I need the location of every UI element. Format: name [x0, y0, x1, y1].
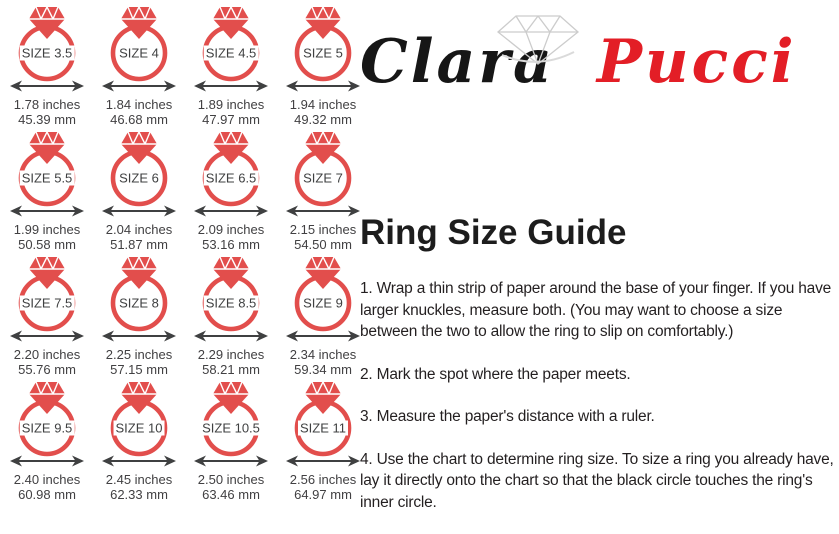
ring-size-cell	[186, 252, 276, 377]
ring-size-cell	[278, 377, 368, 502]
ring-size-cell	[2, 127, 92, 252]
ring-measurements	[290, 347, 357, 377]
ring-size-cell	[186, 377, 276, 502]
ring-size-label: SIZE 11	[299, 420, 347, 436]
instruction-step: 2. Mark the spot where the paper meets.	[360, 365, 631, 383]
ring-with-diamond-icon	[194, 256, 268, 332]
ring-diagram	[10, 131, 84, 207]
ring-with-diamond-icon	[194, 381, 268, 457]
ring-diameter-inches: 2.40 inches	[13, 472, 81, 487]
instruction-step: 1. Wrap a thin strip of paper around the base of your finger. If you have larger knuckles, measure both. (You may want to choose a size between the two to allow the ring to slip on comfortably.)	[360, 280, 832, 340]
ring-size-label: SIZE 4	[119, 45, 159, 61]
ring-diameter-mm: 60.98 mm	[18, 487, 76, 502]
ring-diagram	[194, 6, 268, 82]
ring-diameter-mm: 57.15 mm	[110, 362, 168, 377]
ring-measurements	[106, 222, 173, 252]
ring-diameter-inches: 1.78 inches	[13, 97, 81, 112]
ring-measurements	[290, 472, 357, 502]
ring-diameter-inches: 2.34 inches	[289, 347, 357, 362]
ring-diagram	[102, 131, 176, 207]
ring-with-diamond-icon	[102, 381, 176, 457]
ring-measurements	[106, 472, 173, 502]
ring-size-cell	[186, 127, 276, 252]
page-title: Ring Size Guide	[360, 213, 627, 252]
ring-size-cell	[94, 377, 184, 502]
ring-diameter-mm: 46.68 mm	[110, 112, 168, 127]
ring-diameter-mm: 62.33 mm	[110, 487, 168, 502]
ring-with-diamond-icon	[286, 381, 360, 457]
ring-size-label: SIZE 5	[303, 45, 343, 61]
ring-diagram	[102, 381, 176, 457]
ring-size-label: SIZE 7.5	[21, 295, 73, 311]
brand-name-second: Pucci	[596, 27, 797, 97]
ring-size-cell	[186, 2, 276, 127]
ring-diagram	[286, 131, 360, 207]
ring-diameter-inches: 1.94 inches	[289, 97, 357, 112]
ring-diameter-mm: 45.39 mm	[18, 112, 76, 127]
ring-with-diamond-icon	[286, 256, 360, 332]
ring-measurements	[198, 472, 265, 502]
ring-with-diamond-icon	[10, 381, 84, 457]
ring-with-diamond-icon	[286, 131, 360, 207]
ring-size-cell	[278, 127, 368, 252]
ring-diagram	[10, 381, 84, 457]
ring-size-cell	[2, 377, 92, 502]
ring-diameter-mm: 51.87 mm	[110, 237, 168, 252]
ring-measurements	[14, 222, 81, 252]
ring-with-diamond-icon	[10, 131, 84, 207]
ring-diameter-mm: 49.32 mm	[294, 112, 352, 127]
diamond-outline-icon	[488, 8, 588, 68]
ring-diameter-inches: 1.99 inches	[13, 222, 81, 237]
ring-diameter-mm: 59.34 mm	[294, 362, 352, 377]
ring-size-cell	[2, 2, 92, 127]
ring-with-diamond-icon	[194, 6, 268, 82]
ring-size-label: SIZE 5.5	[21, 170, 73, 186]
ring-size-cell	[278, 2, 368, 127]
ring-diagram	[286, 381, 360, 457]
ring-diameter-mm: 58.21 mm	[202, 362, 260, 377]
ring-diagram	[194, 256, 268, 332]
ring-measurements	[14, 472, 81, 502]
guide-panel	[360, 0, 839, 534]
ring-size-cell	[278, 252, 368, 377]
ring-measurements	[290, 222, 357, 252]
ring-diameter-inches: 1.84 inches	[105, 97, 173, 112]
ring-diameter-inches: 1.89 inches	[197, 97, 265, 112]
ring-with-diamond-icon	[286, 6, 360, 82]
instruction-step: 3. Measure the paper's distance with a ruler.	[360, 408, 655, 425]
ring-diameter-mm: 54.50 mm	[294, 237, 352, 252]
ring-diameter-mm: 55.76 mm	[18, 362, 76, 377]
ring-measurements	[14, 347, 81, 377]
ring-diameter-mm: 50.58 mm	[18, 237, 76, 252]
ring-diagram	[10, 256, 84, 332]
ring-size-chart	[2, 2, 368, 502]
ring-diameter-inches: 2.45 inches	[105, 472, 173, 487]
ring-with-diamond-icon	[102, 131, 176, 207]
ring-diameter-mm: 64.97 mm	[294, 487, 352, 502]
ring-size-label: SIZE 10.5	[202, 420, 260, 436]
ring-diameter-inches: 2.29 inches	[197, 347, 265, 362]
ring-measurements	[106, 97, 173, 127]
ring-diagram	[194, 131, 268, 207]
ring-diagram	[194, 381, 268, 457]
brand-name-first: Clara	[360, 27, 555, 97]
ring-with-diamond-icon	[10, 256, 84, 332]
ring-size-label: SIZE 7	[303, 170, 343, 186]
ring-with-diamond-icon	[102, 256, 176, 332]
ring-measurements	[290, 97, 357, 127]
ring-diameter-inches: 2.56 inches	[289, 472, 357, 487]
ring-diameter-inches: 2.09 inches	[197, 222, 265, 237]
ring-size-label: SIZE 9	[303, 295, 343, 311]
ring-diameter-mm: 63.46 mm	[202, 487, 260, 502]
ring-diameter-inches: 2.50 inches	[197, 472, 265, 487]
ring-diagram	[286, 6, 360, 82]
ring-size-label: SIZE 8.5	[205, 295, 257, 311]
ring-measurements	[106, 347, 173, 377]
ring-diameter-inches: 2.15 inches	[289, 222, 357, 237]
ring-size-cell	[2, 252, 92, 377]
instruction-step: 4. Use the chart to determine ring size. To size a ring you already have, lay it directly onto the chart so that the black circle touches the ring's inner circle.	[360, 450, 834, 511]
ring-measurements	[198, 97, 265, 127]
ring-size-cell	[94, 2, 184, 127]
ring-size-label: SIZE 4.5	[205, 45, 257, 61]
ring-diameter-mm: 53.16 mm	[202, 237, 260, 252]
ring-size-cell	[94, 252, 184, 377]
ring-diameter-inches: 2.25 inches	[105, 347, 173, 362]
ring-diagram	[102, 6, 176, 82]
ring-diameter-inches: 2.20 inches	[13, 347, 81, 362]
ring-with-diamond-icon	[10, 6, 84, 82]
instruction-list	[360, 278, 839, 513]
ring-size-label: SIZE 3.5	[21, 45, 73, 61]
ring-measurements	[198, 222, 265, 252]
ring-diagram	[286, 256, 360, 332]
ring-size-label: SIZE 6.5	[205, 170, 257, 186]
ring-diameter-mm: 47.97 mm	[202, 112, 260, 127]
ring-with-diamond-icon	[194, 131, 268, 207]
ring-size-label: SIZE 8	[119, 295, 159, 311]
brand-logo	[360, 8, 839, 136]
ring-measurements	[198, 347, 265, 377]
ring-diagram	[10, 6, 84, 82]
ring-diameter-inches: 2.04 inches	[105, 222, 173, 237]
ring-size-label: SIZE 9.5	[21, 420, 73, 436]
ring-diagram	[102, 256, 176, 332]
ring-size-label: SIZE 6	[119, 170, 159, 186]
ring-with-diamond-icon	[102, 6, 176, 82]
ring-size-label: SIZE 10	[115, 420, 163, 436]
ring-measurements	[14, 97, 81, 127]
ring-size-cell	[94, 127, 184, 252]
